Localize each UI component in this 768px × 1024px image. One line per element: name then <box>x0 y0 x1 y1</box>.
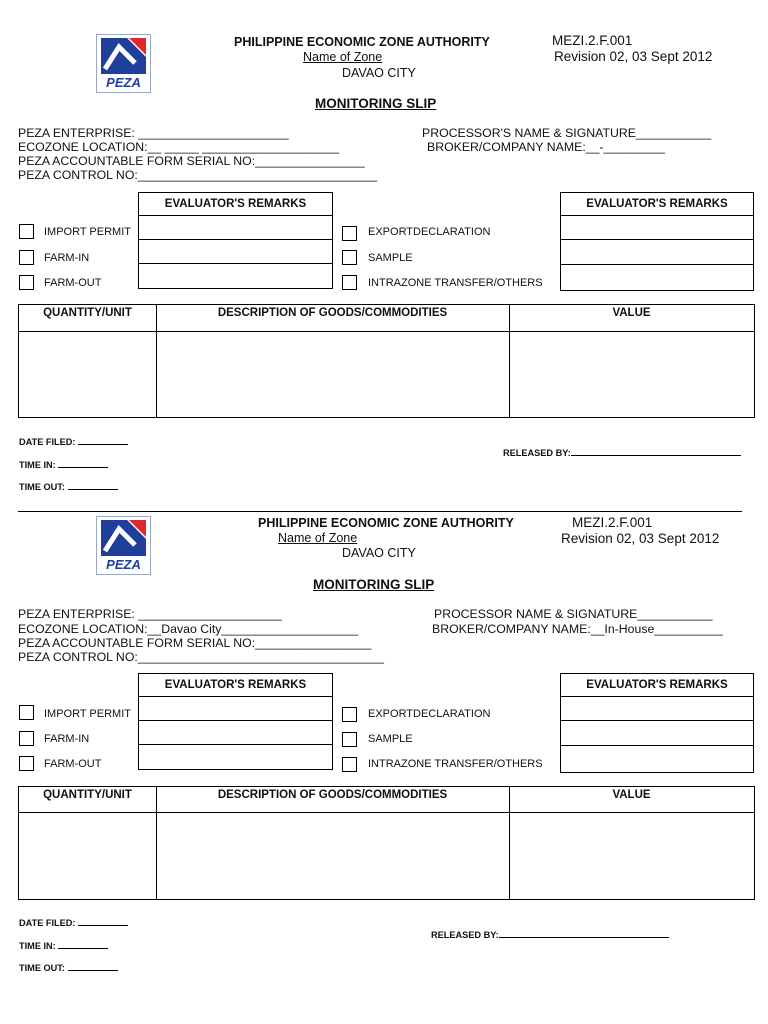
revision-text: Revision 02, 03 Sept 2012 <box>554 49 713 64</box>
label-import-permit: IMPORT PERMIT <box>44 708 131 720</box>
goods-table <box>18 304 755 418</box>
label-sample: SAMPLE <box>368 733 413 745</box>
remarks-header-right: EVALUATOR'S REMARKS <box>560 673 754 698</box>
remarks-cell-export[interactable] <box>560 696 754 722</box>
col-value: VALUE <box>612 307 651 319</box>
checkbox-farm-in[interactable] <box>19 250 34 265</box>
location-value: __ _____ ____________________ <box>147 140 340 154</box>
enterprise-field[interactable]: PEZA ENTERPRISE: ______________________ <box>18 126 289 140</box>
col-value: VALUE <box>612 789 651 801</box>
broker-field[interactable] <box>427 140 665 154</box>
slip-title: MONITORING SLIP <box>313 577 435 592</box>
location-value: __Davao City____________________ <box>147 622 359 636</box>
label-farm-out: FARM-OUT <box>44 758 102 770</box>
label-farm-in: FARM-IN <box>44 733 90 745</box>
checkbox-import-permit[interactable] <box>19 705 34 720</box>
remarks-cell-sample[interactable] <box>560 720 754 747</box>
cell-quantity[interactable] <box>20 333 155 416</box>
peza-logo <box>96 516 151 575</box>
control-field[interactable]: PEZA CONTROL NO:___________________________________ <box>18 168 378 182</box>
broker-label: BROKER/COMPANY NAME: <box>427 140 586 154</box>
svg-text:PEZA: PEZA <box>106 75 141 90</box>
label-farm-in: FARM-IN <box>44 252 90 264</box>
remarks-cell-farm-out[interactable] <box>138 744 333 770</box>
processor-value: ___________ <box>637 607 713 621</box>
checkbox-farm-in[interactable] <box>19 731 34 746</box>
checkbox-farm-out[interactable] <box>19 756 34 771</box>
monitoring-slip-2 <box>0 482 768 982</box>
zone-name: Name of Zone <box>278 531 358 545</box>
checkbox-export-declaration[interactable] <box>342 707 357 722</box>
peza-logo-icon <box>97 517 150 574</box>
col-quantity-unit: QUANTITY/UNIT <box>43 307 132 319</box>
location-field[interactable] <box>18 622 358 636</box>
zone-name: Name of Zone <box>303 50 383 64</box>
broker-field[interactable] <box>432 622 723 636</box>
remarks-cell-farm-out[interactable] <box>138 263 333 289</box>
remarks-cell-intrazone[interactable] <box>560 264 754 291</box>
authority-title: PHILIPPINE ECONOMIC ZONE AUTHORITY <box>258 516 514 530</box>
date-filed-field[interactable]: DATE FILED: <box>19 915 128 928</box>
label-import-permit: IMPORT PERMIT <box>44 226 131 238</box>
serial-field[interactable]: PEZA ACCOUNTABLE FORM SERIAL NO:________________ <box>18 154 365 168</box>
authority-title: PHILIPPINE ECONOMIC ZONE AUTHORITY <box>234 35 490 49</box>
control-field[interactable]: PEZA CONTROL NO:____________________________________ <box>18 650 385 664</box>
checkbox-intrazone[interactable] <box>342 275 357 290</box>
monitoring-slip-1 <box>0 0 768 500</box>
label-sample: SAMPLE <box>368 252 413 264</box>
cell-value[interactable] <box>511 333 753 416</box>
form-code: MEZI.2.F.001 <box>552 33 633 48</box>
released-by-field[interactable]: RELEASED BY: <box>431 927 669 940</box>
remarks-header-left: EVALUATOR'S REMARKS <box>138 192 333 217</box>
broker-value: __-_________ <box>585 140 666 154</box>
cell-description[interactable] <box>158 814 508 898</box>
broker-value: __In-House__________ <box>590 622 723 636</box>
city-name: DAVAO CITY <box>342 66 416 80</box>
peza-logo <box>96 34 151 93</box>
location-label: ECOZONE LOCATION: <box>18 622 148 636</box>
form-code: MEZI.2.F.001 <box>572 515 653 530</box>
label-intrazone: INTRAZONE TRANSFER/OTHERS <box>368 277 543 289</box>
broker-label: BROKER/COMPANY NAME: <box>432 622 591 636</box>
remarks-header-right: EVALUATOR'S REMARKS <box>560 192 754 217</box>
time-in-field[interactable]: TIME IN: <box>19 457 108 470</box>
processor-label: PROCESSOR'S NAME & SIGNATURE <box>422 126 636 140</box>
city-name: DAVAO CITY <box>342 546 416 560</box>
processor-label: PROCESSOR NAME & SIGNATURE <box>434 607 638 621</box>
time-in-field[interactable]: TIME IN: <box>19 938 108 951</box>
processor-value: ___________ <box>635 126 712 140</box>
time-out-field[interactable]: TIME OUT: <box>19 960 118 973</box>
label-intrazone: INTRAZONE TRANSFER/OTHERS <box>368 758 543 770</box>
label-export-declaration: EXPORTDECLARATION <box>368 226 491 238</box>
time-out-field[interactable]: TIME OUT: <box>19 479 118 492</box>
remarks-cell-farm-in[interactable] <box>138 239 333 265</box>
revision-text: Revision 02, 03 Sept 2012 <box>561 531 720 546</box>
processor-field[interactable] <box>422 126 711 140</box>
cell-description[interactable] <box>158 333 508 416</box>
peza-logo-icon <box>97 35 150 92</box>
remarks-cell-import[interactable] <box>138 696 333 722</box>
processor-field[interactable] <box>434 607 713 621</box>
checkbox-export-declaration[interactable] <box>342 226 357 241</box>
svg-text:PEZA: PEZA <box>106 557 141 572</box>
cell-value[interactable] <box>511 814 753 898</box>
col-description: DESCRIPTION OF GOODS/COMMODITIES <box>217 789 448 801</box>
checkbox-farm-out[interactable] <box>19 275 34 290</box>
slip-title: MONITORING SLIP <box>315 96 437 111</box>
remarks-cell-farm-in[interactable] <box>138 720 333 746</box>
col-quantity-unit: QUANTITY/UNIT <box>43 789 132 801</box>
checkbox-intrazone[interactable] <box>342 757 357 772</box>
remarks-header-left: EVALUATOR'S REMARKS <box>138 673 333 698</box>
remarks-cell-intrazone[interactable] <box>560 745 754 773</box>
label-export-declaration: EXPORTDECLARATION <box>368 708 491 720</box>
location-label: ECOZONE LOCATION: <box>18 140 148 154</box>
date-filed-field[interactable]: DATE FILED: <box>19 434 128 447</box>
remarks-cell-export[interactable] <box>560 215 754 241</box>
remarks-cell-sample[interactable] <box>560 239 754 266</box>
cell-quantity[interactable] <box>20 814 155 898</box>
goods-table <box>18 786 755 900</box>
location-field[interactable] <box>18 140 339 154</box>
checkbox-sample[interactable] <box>342 732 357 747</box>
checkbox-import-permit[interactable] <box>19 224 34 239</box>
enterprise-field[interactable]: PEZA ENTERPRISE: _____________________ <box>18 607 282 621</box>
checkbox-sample[interactable] <box>342 250 357 265</box>
label-farm-out: FARM-OUT <box>44 277 102 289</box>
serial-field[interactable]: PEZA ACCOUNTABLE FORM SERIAL NO:_________________ <box>18 636 372 650</box>
remarks-cell-import[interactable] <box>138 215 333 241</box>
col-description: DESCRIPTION OF GOODS/COMMODITIES <box>217 307 448 319</box>
released-by-field[interactable]: RELEASED BY: <box>503 445 741 458</box>
